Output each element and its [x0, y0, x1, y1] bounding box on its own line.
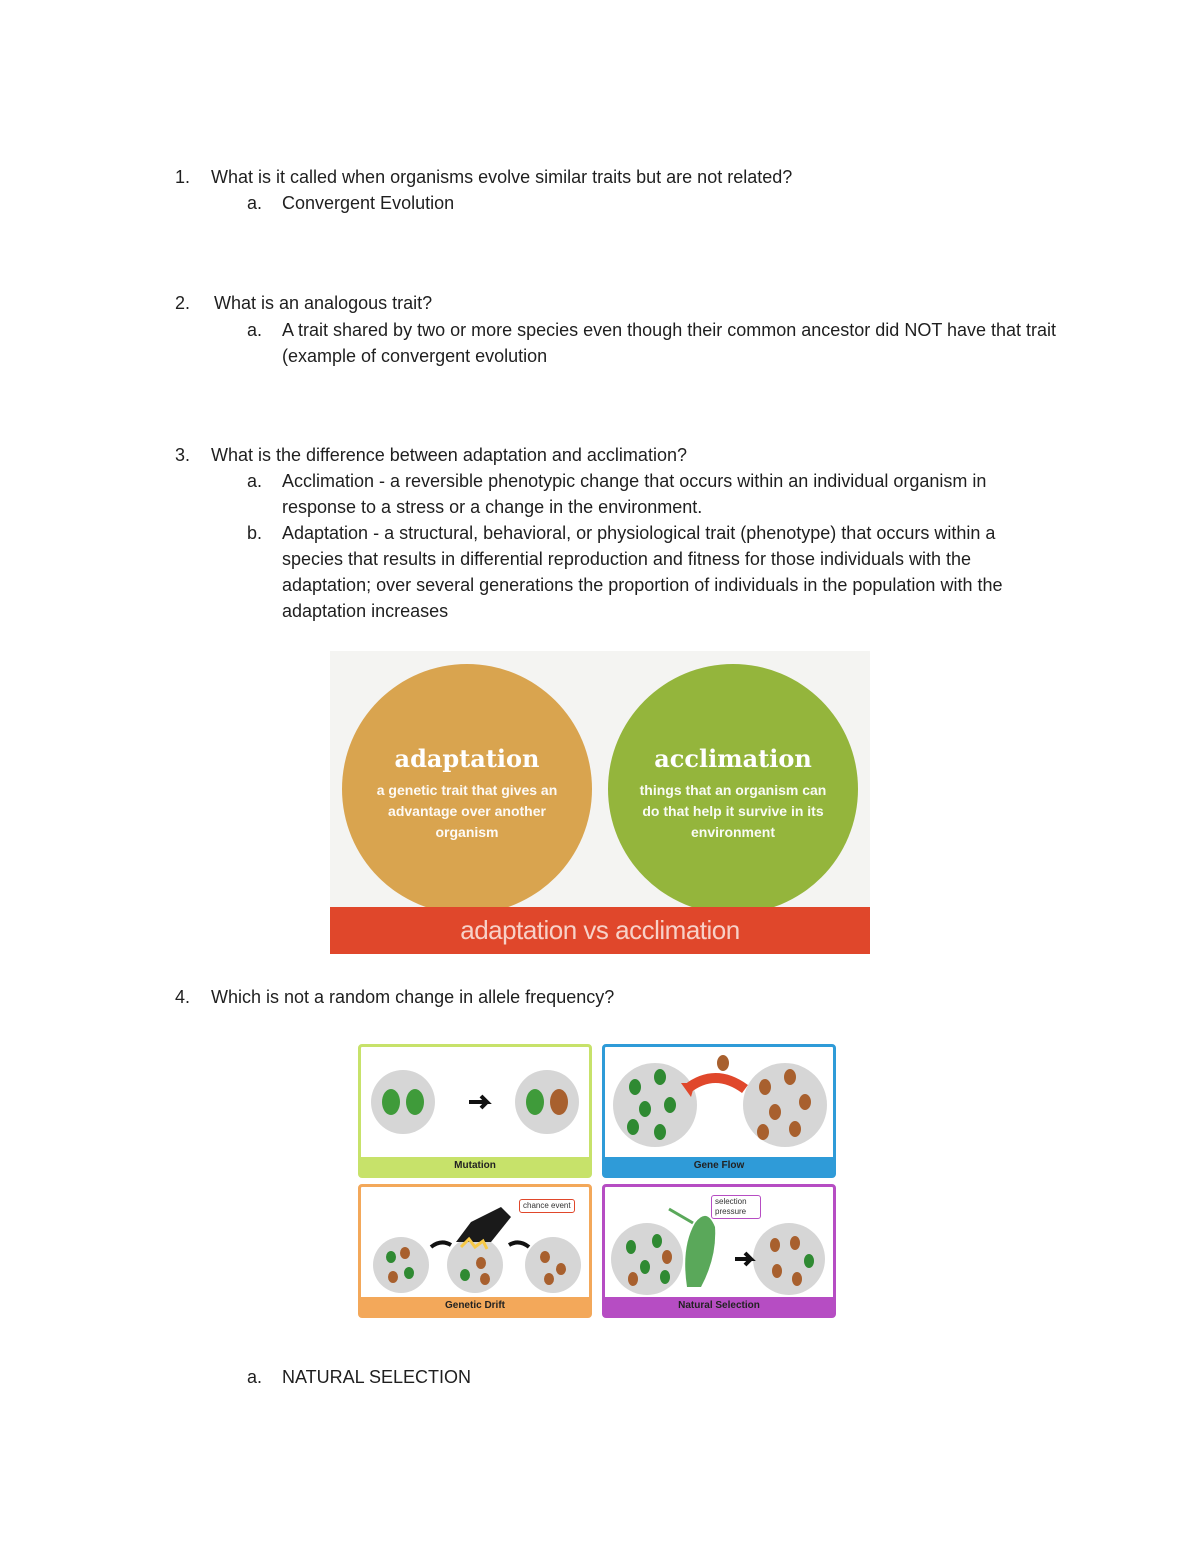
- adaptation-title: adaptation: [394, 744, 540, 773]
- answer-2a: [247, 317, 1057, 369]
- panel-caption: Natural Selection: [605, 1297, 833, 1315]
- answer-1a: [247, 190, 1057, 216]
- genetic-drift-panel: [358, 1184, 592, 1318]
- question-number: 3.: [175, 445, 191, 465]
- figure-banner: adaptation vs acclimation: [330, 907, 870, 954]
- adaptation-circle: [342, 664, 592, 914]
- answer-text: Acclimation - a reversible phenotypic change that occurs within an individual organism in response to a stress or a change in the environment.: [282, 471, 987, 517]
- answer-label: b.: [247, 523, 263, 543]
- question-text: Which is not a random change in allele frequency?: [211, 987, 615, 1007]
- acclimation-description: things that an organism can do that help it survive in its environment: [639, 782, 827, 840]
- answer-label: a.: [247, 320, 263, 340]
- question-number: 1.: [175, 167, 191, 187]
- allele-frequency-mechanisms-figure: [358, 1044, 840, 1328]
- acclimation-title: acclimation: [654, 744, 812, 773]
- question-number: 4.: [175, 987, 191, 1007]
- answer-label: a.: [247, 1367, 263, 1387]
- gene-flow-illustration: [605, 1047, 833, 1157]
- selection-pressure-tag: selection pressure: [711, 1195, 761, 1219]
- answer-text: NATURAL SELECTION: [282, 1367, 472, 1387]
- mutation-illustration: [361, 1047, 589, 1157]
- question-text: What is an analogous trait?: [214, 293, 433, 313]
- answer-3b: [247, 520, 1057, 624]
- adaptation-description: a genetic trait that gives an advantage over another organism: [376, 782, 558, 840]
- panel-caption: Mutation: [361, 1157, 589, 1175]
- question-number: 2.: [175, 293, 191, 313]
- answer-label: a.: [247, 193, 263, 213]
- answer-label: a.: [247, 471, 263, 491]
- question-text: What is the difference between adaptation and acclimation?: [211, 445, 687, 465]
- mutation-panel: [358, 1044, 592, 1178]
- gene-flow-panel: [602, 1044, 836, 1178]
- answer-3a: [247, 468, 1057, 520]
- answer-4a: [247, 1364, 1057, 1390]
- answer-text: Adaptation - a structural, behavioral, or physiological trait (phenotype) that occurs within a species that results in differential reproduction and fitness for those individuals with the adaptation; over several generations the proportion of individuals in the population with the adaptation increases: [282, 523, 1003, 621]
- answer-text: Convergent Evolution: [282, 193, 455, 213]
- adaptation-vs-acclimation-figure: [330, 651, 870, 954]
- acclimation-circle: [608, 664, 858, 914]
- panel-caption: Gene Flow: [605, 1157, 833, 1175]
- answer-text: A trait shared by two or more species even though their common ancestor did NOT have that trait (example of convergent evolution: [282, 320, 1057, 366]
- panel-caption: Genetic Drift: [361, 1297, 589, 1315]
- chance-event-tag: chance event: [519, 1199, 575, 1213]
- natural-selection-panel: [602, 1184, 836, 1318]
- question-text: What is it called when organisms evolve similar traits but are not related?: [211, 167, 793, 187]
